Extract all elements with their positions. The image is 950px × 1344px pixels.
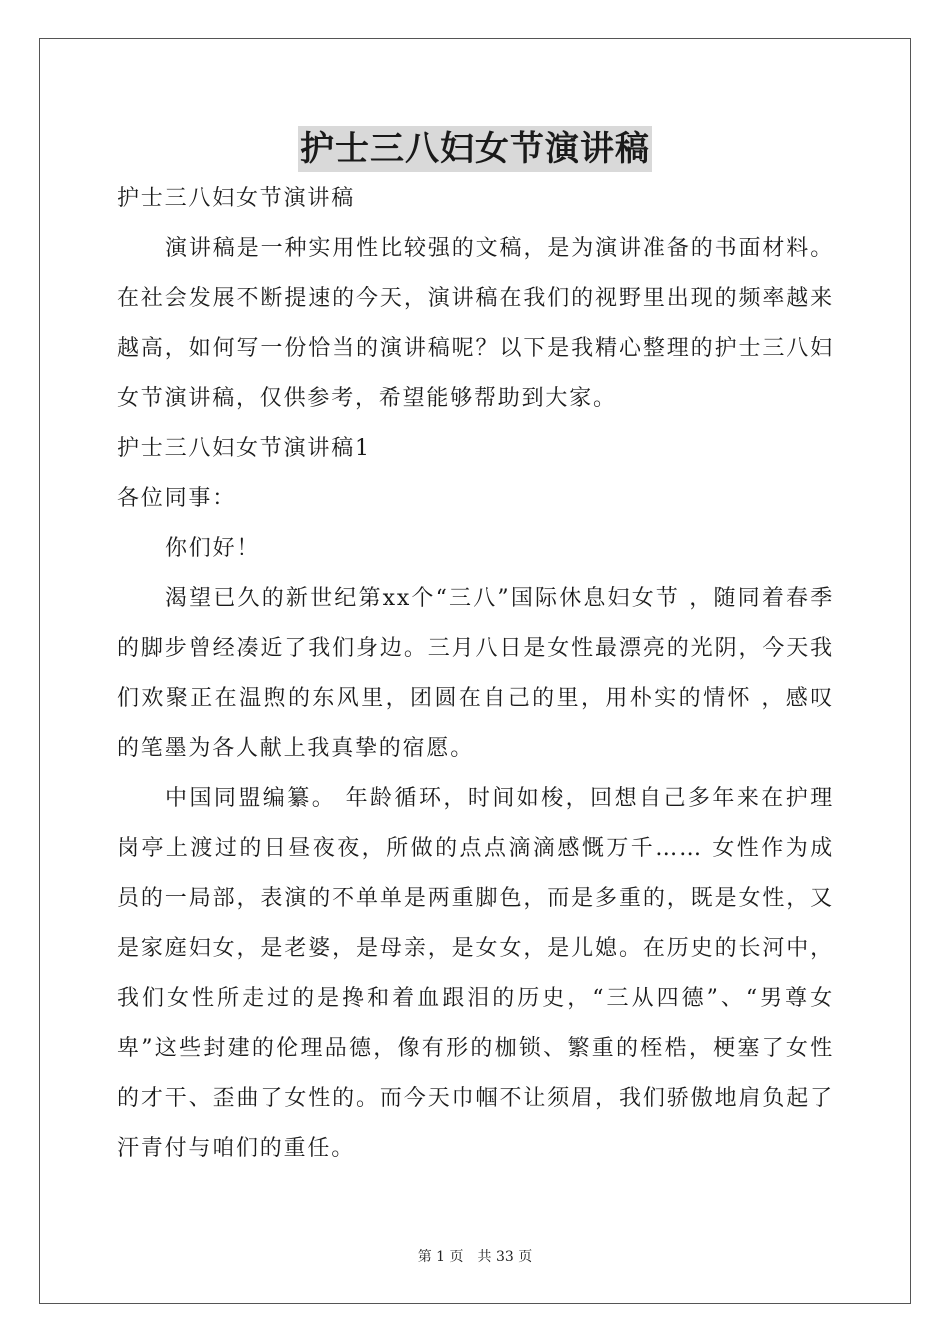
document-title: 护士三八妇女节演讲稿: [298, 126, 652, 172]
paragraph-body-2: 中国同盟编纂。 年龄循环，时间如梭，回想自己多年来在护理岗亭上渡过的日昼夜夜，所做的点点滴滴感慨万千…… 女性作为成员的一局部，表演的不单单是两重脚色，而是多重的，既是女性，又是家庭妇女，是老婆，是母亲，是女女，是儿媳。在历史的长河中，我们女性所走过的是搀和着血跟泪的历史，“三从四德”、“男尊女卑”这些封建的伦理品德，像有形的枷锁、繁重的桎梏，梗塞了女性的才干、歪曲了女性的。而今天巾帼不让须眉，我们骄傲地肩负起了汗青付与咱们的重任。: [117, 786, 834, 1161]
paragraph-subtitle: 护士三八妇女节演讲稿: [117, 186, 356, 211]
paragraph-greeting: 你们好！: [165, 536, 261, 561]
paragraph-body-1: 渴望已久的新世纪第xx个“三八”国际休息妇女节 ，随同着春季的脚步曾经凑近了我们身边。三月八日是女性最漂亮的光阴，今天我们欢聚正在温煦的东风里，团圆在自己的里，用朴实的情怀 ，感叹的笔墨为各人献上我真挚的宿愿。: [117, 586, 834, 761]
document-body: [117, 174, 834, 1174]
paragraph-section-heading: 护士三八妇女节演讲稿1: [117, 436, 371, 461]
paragraph-intro: 演讲稿是一种实用性比较强的文稿，是为演讲准备的书面材料。在社会发展不断提速的今天，演讲稿在我们的视野里出现的频率越来越高，如何写一份恰当的演讲稿呢？以下是我精心整理的护士三八妇女节演讲稿，仅供参考，希望能够帮助到大家。: [117, 236, 834, 411]
title-wrap: [0, 126, 950, 172]
page-footer: 第 1 页 共 33 页: [417, 1249, 533, 1265]
paragraph-salutation: 各位同事：: [117, 486, 237, 511]
